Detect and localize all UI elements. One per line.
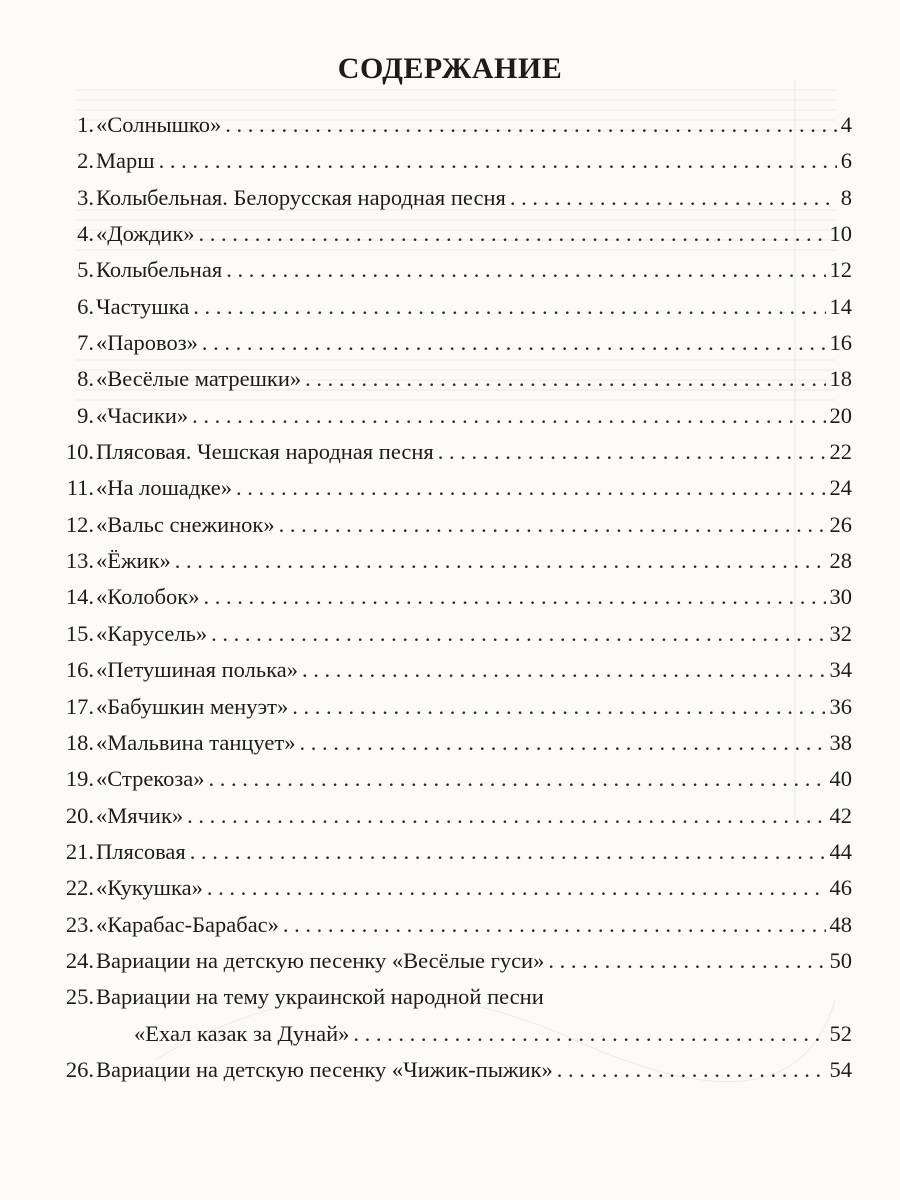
toc-entry-page: 20 bbox=[829, 402, 852, 428]
toc-entry bbox=[58, 839, 852, 875]
toc-entry-page: 18 bbox=[829, 366, 852, 392]
dot-leader bbox=[159, 148, 837, 174]
dot-leader bbox=[225, 112, 837, 138]
dot-leader bbox=[203, 584, 825, 610]
toc-entry-number: 9. bbox=[77, 402, 94, 428]
toc-entry-number: 7. bbox=[77, 330, 94, 356]
toc-entry-number: 14. bbox=[65, 584, 94, 610]
toc-entry bbox=[58, 1057, 852, 1093]
toc-entry bbox=[58, 148, 852, 184]
toc-entry-page: 52 bbox=[829, 1020, 852, 1046]
toc-entry bbox=[58, 803, 852, 839]
toc-entry-title: «Ёжик» bbox=[96, 548, 171, 574]
toc-entry bbox=[58, 257, 852, 293]
toc-entry-page: 38 bbox=[829, 729, 852, 755]
toc-entry-number: 16. bbox=[65, 657, 94, 683]
toc-entry-number: 24. bbox=[65, 947, 94, 973]
toc-entry-title: Колыбельная. Белорусская народная песня bbox=[96, 184, 506, 210]
dot-leader bbox=[175, 548, 826, 574]
dot-leader bbox=[305, 366, 825, 392]
toc-entry bbox=[58, 366, 852, 402]
toc-entry-title: «Мальвина танцует» bbox=[96, 729, 296, 755]
toc-entry-number: 26. bbox=[65, 1056, 94, 1082]
toc-entry-number: 5. bbox=[77, 257, 94, 283]
toc-entry-page: 48 bbox=[829, 911, 852, 937]
toc-entry-title: «Карабас-Барабас» bbox=[96, 911, 279, 937]
page-title: СОДЕРЖАНИЕ bbox=[337, 52, 563, 85]
toc-entry-title: «Дождик» bbox=[96, 221, 195, 247]
toc-entry-title: «На лошадке» bbox=[96, 475, 232, 501]
toc-entry bbox=[58, 294, 852, 330]
toc-entry-number: 17. bbox=[65, 693, 94, 719]
toc-entry bbox=[58, 584, 852, 620]
dot-leader bbox=[193, 294, 825, 320]
toc-entry-number: 6. bbox=[77, 293, 94, 319]
toc-entry-number: 1. bbox=[77, 112, 94, 137]
dot-leader bbox=[202, 330, 826, 356]
toc-entry-title: «Бабушкин менуэт» bbox=[96, 693, 289, 719]
toc-entry bbox=[58, 185, 852, 221]
toc-entry-number: 11. bbox=[66, 475, 94, 501]
toc-entry-page: 50 bbox=[829, 947, 852, 973]
toc-entry bbox=[58, 330, 852, 366]
toc-entry-number: 15. bbox=[65, 620, 94, 646]
dot-leader bbox=[192, 403, 825, 429]
toc-entry bbox=[58, 694, 852, 730]
toc-entry-title: «Карусель» bbox=[96, 620, 208, 646]
toc-entry-title: «Весёлые матрешки» bbox=[96, 366, 302, 392]
toc-entry-title: «Петушиная полька» bbox=[96, 657, 298, 683]
dot-leader bbox=[236, 475, 826, 501]
toc-entry-number: 25. bbox=[65, 984, 94, 1010]
toc-entry-title-continued: «Ехал казак за Дунай» bbox=[134, 1020, 350, 1046]
toc-entry-page: 26 bbox=[829, 511, 852, 537]
toc-entry-title: «Колобок» bbox=[96, 584, 200, 610]
dot-leader bbox=[353, 1021, 825, 1047]
toc-entry-number: 21. bbox=[65, 838, 94, 864]
toc-entry-title: Вариации на детскую песенку «Чижик-пыжик» bbox=[96, 1056, 553, 1082]
dot-leader bbox=[199, 221, 826, 247]
toc-entry bbox=[58, 875, 852, 911]
toc-entry bbox=[58, 621, 852, 657]
dot-leader bbox=[438, 439, 826, 465]
toc-entry-page: 54 bbox=[829, 1056, 852, 1082]
toc-entry-page: 12 bbox=[829, 257, 852, 283]
toc-entry-number: 18. bbox=[65, 729, 94, 755]
dot-leader bbox=[187, 803, 825, 829]
toc-entry-number: 2. bbox=[77, 148, 94, 174]
toc-entry-page: 36 bbox=[829, 693, 852, 719]
toc-entry-number: 23. bbox=[65, 911, 94, 937]
toc-entry-number: 20. bbox=[65, 802, 94, 828]
toc-entry-number: 10. bbox=[65, 439, 94, 465]
toc-entry-page: 4 bbox=[840, 112, 852, 137]
toc-entry-title: «Вальс снежинок» bbox=[96, 511, 275, 537]
toc-entry-page: 10 bbox=[829, 221, 852, 247]
toc-entry bbox=[58, 766, 852, 802]
toc-entry bbox=[58, 948, 852, 984]
toc-entry-title: «Паровоз» bbox=[96, 330, 198, 356]
dot-leader bbox=[299, 730, 825, 756]
toc-entry-page: 34 bbox=[829, 657, 852, 683]
toc-entry-page: 28 bbox=[829, 548, 852, 574]
toc-entry-number: 19. bbox=[65, 766, 94, 792]
dot-leader bbox=[190, 839, 826, 865]
toc-entry-title: Марш bbox=[96, 148, 155, 174]
toc-entry bbox=[58, 403, 852, 439]
toc-entry-number: 3. bbox=[77, 184, 94, 210]
toc-entry-page: 14 bbox=[829, 293, 852, 319]
dot-leader bbox=[207, 875, 826, 901]
toc-entry-title: «Стрекоза» bbox=[96, 766, 205, 792]
toc-entry bbox=[58, 548, 852, 584]
toc-entry-title: Вариации на тему украинской народной песни bbox=[96, 984, 544, 1010]
toc-entry-page: 46 bbox=[829, 875, 852, 901]
dot-leader bbox=[510, 185, 837, 211]
dot-leader bbox=[211, 621, 825, 647]
dot-leader bbox=[548, 948, 825, 974]
toc-entry bbox=[58, 912, 852, 948]
dot-leader bbox=[283, 912, 826, 938]
toc-entry-page: 6 bbox=[840, 148, 852, 174]
toc-entry bbox=[58, 221, 852, 257]
toc-entry-title: Вариации на детскую песенку «Весёлые гуси» bbox=[96, 947, 545, 973]
toc-entry-number: 8. bbox=[77, 366, 94, 392]
toc-entry bbox=[58, 112, 852, 148]
dot-leader bbox=[279, 512, 826, 538]
toc-entry bbox=[58, 439, 852, 475]
toc-entry-number: 13. bbox=[65, 548, 94, 574]
toc-entry-continuation bbox=[58, 1021, 852, 1057]
dot-leader bbox=[292, 694, 825, 720]
toc-entry-title: «Часики» bbox=[96, 402, 189, 428]
toc-entry-number: 12. bbox=[65, 511, 94, 537]
dot-leader bbox=[302, 657, 826, 683]
toc-entry-title: «Кукушка» bbox=[96, 875, 203, 901]
toc-entry-page: 8 bbox=[840, 184, 852, 210]
dot-leader bbox=[208, 766, 825, 792]
toc-entry bbox=[58, 475, 852, 511]
toc-entry bbox=[58, 512, 852, 548]
toc-entry-page: 16 bbox=[829, 330, 852, 356]
toc-entry-title: Плясовая bbox=[96, 838, 186, 864]
toc-entry bbox=[58, 657, 852, 693]
toc-entry bbox=[58, 730, 852, 766]
toc-entry-number: 4. bbox=[77, 221, 94, 247]
toc-entry-title: Колыбельная bbox=[96, 257, 223, 283]
toc-entry-page: 40 bbox=[829, 766, 852, 792]
dot-leader bbox=[226, 257, 825, 283]
toc-entry-title: Частушка bbox=[96, 293, 190, 319]
toc-entry-title: «Солнышко» bbox=[96, 112, 222, 137]
toc-entry-page: 24 bbox=[829, 475, 852, 501]
toc-entry-page: 30 bbox=[829, 584, 852, 610]
toc-entry-page: 22 bbox=[829, 439, 852, 465]
toc-entry-page: 44 bbox=[829, 838, 852, 864]
dot-leader bbox=[557, 1057, 826, 1083]
toc-entry-page: 32 bbox=[829, 620, 852, 646]
toc-entry-page: 42 bbox=[829, 802, 852, 828]
toc-entry-title: Плясовая. Чешская народная песня bbox=[96, 439, 434, 465]
toc-entry-title: «Мячик» bbox=[96, 802, 184, 828]
toc-entry bbox=[58, 984, 852, 1020]
toc-entry-number: 22. bbox=[65, 875, 94, 901]
table-of-contents bbox=[58, 112, 852, 1093]
